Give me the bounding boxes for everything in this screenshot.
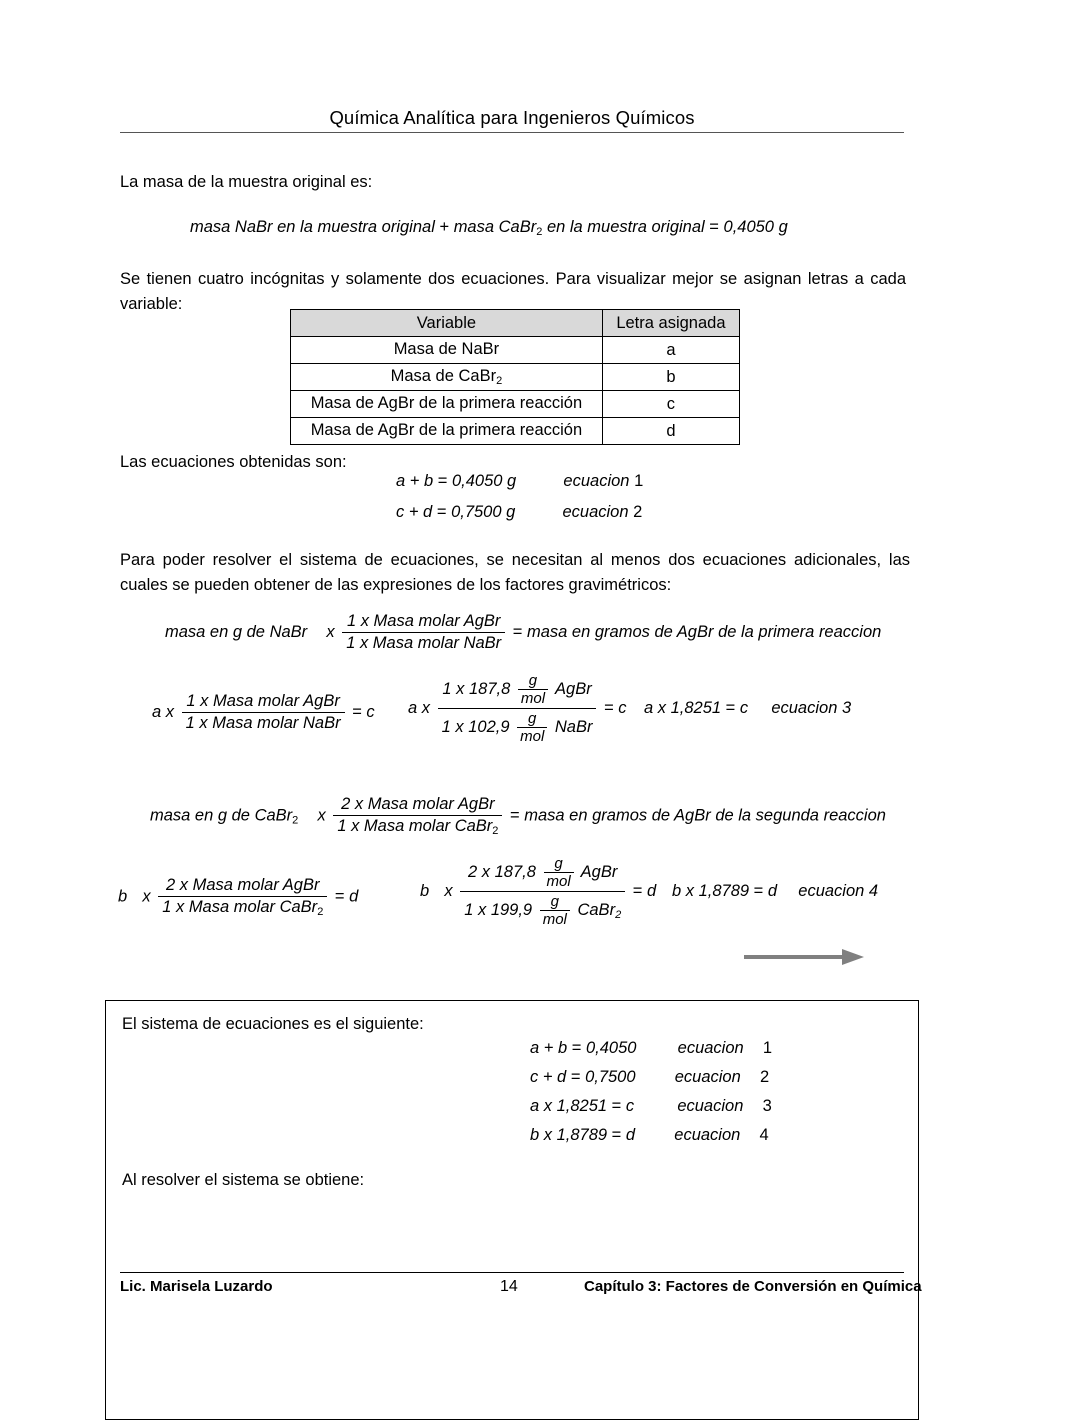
equation-4-final-expression: b x 1,8789	[672, 882, 750, 900]
equation-3-numeric-den-coeff: 1 x 102,9	[441, 717, 510, 736]
equation-4-numeric-den-coeff: 1 x 199,9	[464, 900, 533, 919]
gravimetric-nabr-numerator: 1 x Masa molar AgBr	[346, 612, 501, 630]
header-title: Química Analítica para Ingenieros Químicos	[329, 107, 695, 128]
mass-equation-term-b: masa CaBr	[453, 218, 537, 236]
system-equation-1	[530, 1039, 772, 1058]
gravimetric-cabr2-lead-subscript: 2	[292, 814, 299, 827]
equation-4-symbolic-denominator-text: 1 x Masa molar CaBr	[162, 898, 318, 916]
table-row	[291, 391, 740, 418]
equation-2-number: 2	[633, 503, 643, 521]
table-cell-variable-subscript: 2	[496, 375, 503, 387]
gravimetric-nabr-denominator: 1 x Masa molar NaBr	[342, 632, 505, 653]
equation-1-rhs: 0,4050 g	[452, 472, 517, 490]
footer-author: Lic. Marisela Luzardo	[120, 1278, 273, 1295]
system-equation-1-lhs: a + b	[530, 1039, 568, 1057]
equation-4-numeric-var: b	[420, 881, 430, 900]
equation-3-numeric-den-species: NaBr	[554, 717, 593, 736]
system-equation-3-lhs: a x 1,8251	[530, 1097, 608, 1115]
equation-3-symbolic-times: x	[165, 702, 175, 721]
equation-4-numeric-num-unit	[544, 855, 574, 890]
equation-4-symbolic	[118, 876, 358, 918]
equation-3-numeric-var: a	[408, 698, 418, 717]
equation-4-numeric-equals: =	[632, 881, 643, 900]
equation-2-equals: =	[436, 503, 447, 521]
mass-equation-term-b-tail: en la muestra original	[546, 218, 705, 236]
gravimetric-cabr2-lead: masa en g de CaBr	[150, 806, 293, 825]
equation-3-numeric	[408, 672, 627, 745]
equation-3-numeric-den-unit-top: g	[528, 710, 537, 727]
gravimetric-cabr2-times: x	[317, 806, 326, 825]
equation-3-numeric-den-unit-bottom: mol	[517, 727, 547, 745]
gravimetric-cabr2-result: masa en gramos de AgBr de la segunda reaccion	[524, 806, 886, 825]
gravimetric-nabr-times: x	[326, 622, 335, 641]
footer-chapter: Capítulo 3: Factores de Conversión en Química	[584, 1278, 922, 1295]
equation-4-numeric-num-coeff: 2 x 187,8	[468, 862, 536, 881]
equation-3-symbolic-result: c	[366, 702, 375, 721]
equation-3-numeric-equals: =	[604, 698, 614, 717]
equation-3-numeric-result: c	[618, 698, 627, 717]
equation-3-numeric-denominator	[438, 708, 597, 745]
table-cell-letter: c	[602, 391, 739, 418]
table-cell-variable-text: Masa de AgBr de la primera reacción	[310, 421, 583, 439]
table-row	[291, 418, 740, 445]
gravimetric-cabr2-numerator: 2 x Masa molar AgBr	[341, 795, 495, 813]
equation-2-label: ecuacion	[562, 503, 629, 521]
equation-3-final-expression: a x 1,8251	[644, 699, 722, 717]
equation-3-numeric-fraction	[438, 672, 597, 745]
table-cell-letter: d	[602, 418, 739, 445]
footer-page-number: 14	[500, 1278, 518, 1295]
equation-4-final-label: ecuacion 4	[798, 882, 879, 900]
equation-2-rhs: 0,7500 g	[451, 503, 516, 521]
equation-3-numeric-num-unit	[518, 672, 548, 707]
table-cell-variable-text: Masa de CaBr	[390, 367, 497, 385]
equation-4-numeric-times: x	[444, 881, 453, 900]
equation-3-symbolic-equals: =	[352, 702, 362, 721]
system-equation-4-label: ecuacion	[674, 1126, 741, 1144]
equation-3-symbolic-denominator: 1 x Masa molar NaBr	[182, 712, 345, 733]
equation-4-numeric-den-unit-bottom: mol	[540, 910, 570, 928]
mass-equation	[190, 218, 788, 238]
table-cell-variable-text: Masa de NaBr	[393, 340, 500, 358]
equation-4-symbolic-denominator	[158, 896, 327, 918]
equation-1	[396, 472, 643, 491]
mass-equation-value: 0,4050 g	[723, 218, 788, 236]
system-equation-2-equals: =	[570, 1068, 581, 1086]
system-equation-4-number: 4	[759, 1126, 769, 1144]
equation-1-equals: =	[437, 472, 448, 490]
equation-4-numeric-den-species-subscript: 2	[615, 908, 622, 921]
system-equation-4-rhs: d	[625, 1126, 636, 1144]
gravimetric-nabr-lead: masa en g de NaBr	[165, 622, 308, 641]
gravimetric-factor-nabr	[165, 612, 881, 653]
system-box-intro: El sistema de ecuaciones es el siguiente:	[122, 1015, 424, 1033]
system-equation-2-label: ecuacion	[674, 1068, 741, 1086]
equation-2-lhs: c + d	[396, 503, 433, 521]
system-equation-3	[530, 1097, 772, 1116]
intro-line: La masa de la muestra original es:	[120, 173, 373, 191]
equation-4-final	[672, 882, 878, 901]
system-equation-1-equals: =	[571, 1039, 582, 1057]
equation-4-symbolic-result: d	[349, 887, 359, 906]
gravimetric-cabr2-denominator-subscript: 2	[492, 825, 499, 837]
equation-3-symbolic-numerator: 1 x Masa molar AgBr	[186, 692, 340, 710]
equation-4-final-equals: =	[753, 882, 764, 900]
right-arrow-icon	[744, 946, 866, 973]
equation-4-symbolic-times: x	[142, 887, 151, 906]
equation-4-numeric-num-unit-bottom: mol	[544, 872, 574, 890]
equation-3-numeric-num-species: AgBr	[555, 679, 592, 698]
system-equation-3-rhs: c	[625, 1097, 635, 1115]
system-equation-2-lhs: c + d	[530, 1068, 567, 1086]
page-header	[120, 106, 904, 133]
equation-3-final	[644, 699, 851, 718]
table-cell-variable	[291, 337, 603, 364]
equation-2	[396, 503, 642, 522]
variable-letter-table	[290, 309, 740, 445]
mass-equation-term-b-subscript: 2	[536, 226, 543, 238]
equation-3-final-result: c	[739, 699, 749, 717]
equation-4-numeric-den-unit-top: g	[550, 893, 559, 910]
table-cell-variable	[291, 391, 603, 418]
equation-4-numeric-den-unit	[540, 893, 570, 928]
system-equation-2-rhs: 0,7500	[585, 1068, 636, 1086]
gravimetric-nabr-fraction	[342, 612, 505, 653]
table-header-row	[291, 310, 740, 337]
unknowns-paragraph: Se tienen cuatro incógnitas y solamente dos ecuaciones. Para visualizar mejor se asignan letras a cada variable:	[120, 270, 906, 313]
equation-3-numeric-num-unit-top: g	[528, 672, 538, 689]
equation-4-symbolic-fraction	[158, 876, 327, 918]
system-box-outro: Al resolver el sistema se obtiene:	[122, 1171, 365, 1189]
table-row	[291, 337, 740, 364]
equation-4-numeric-num-unit-top: g	[554, 855, 563, 872]
mass-equation-plus: +	[439, 218, 450, 236]
system-of-equations-box	[105, 1000, 919, 1420]
system-equation-3-label: ecuacion	[677, 1097, 744, 1115]
need-more-equations-paragraph: Para poder resolver el sistema de ecuaciones, se necesitan al menos dos ecuaciones adicionales, las cuales se pueden obtener de las expresiones de los factores gravimétricos:	[120, 551, 910, 594]
system-equation-1-rhs: 0,4050	[586, 1039, 637, 1057]
table-header-variable: Variable	[291, 310, 603, 337]
equation-4-symbolic-var: b	[118, 887, 128, 906]
equation-1-label: ecuacion	[563, 472, 630, 490]
system-equation-4-lhs: b x 1,8789	[530, 1126, 608, 1144]
system-equation-4	[530, 1126, 769, 1145]
mass-equation-equals: =	[709, 218, 719, 236]
gravimetric-cabr2-equals: =	[510, 806, 520, 825]
header-rule	[120, 132, 904, 133]
equation-1-lhs: a + b	[396, 472, 434, 490]
gravimetric-cabr2-fraction	[333, 795, 502, 837]
equations-intro: Las ecuaciones obtenidas son:	[120, 453, 347, 471]
gravimetric-nabr-result: masa en gramos de AgBr de la primera reaccion	[527, 622, 882, 641]
table-header-letter: Letra asignada	[602, 310, 739, 337]
equation-4-final-result: d	[767, 882, 778, 900]
table-cell-letter: a	[602, 337, 739, 364]
mass-equation-term-a: masa NaBr en la muestra original	[190, 218, 435, 236]
equation-4-numeric-numerator	[460, 855, 625, 891]
equation-4-symbolic-numerator: 2 x Masa molar AgBr	[166, 876, 320, 894]
system-equation-3-number: 3	[762, 1097, 772, 1115]
gravimetric-nabr-equals: =	[512, 622, 523, 641]
equation-3-symbolic-fraction	[182, 692, 345, 733]
equation-3-numeric-den-unit	[517, 710, 547, 745]
equation-4-symbolic-denominator-subscript: 2	[317, 906, 324, 918]
gravimetric-factor-cabr2	[150, 795, 886, 837]
equation-4-numeric-denominator	[460, 891, 625, 928]
equation-1-number: 1	[634, 472, 644, 490]
equation-3-numeric-numerator	[438, 672, 597, 708]
equation-4-numeric-result: d	[647, 881, 657, 900]
equation-4-symbolic-equals: =	[334, 887, 345, 906]
table-row	[291, 364, 740, 391]
equation-3-symbolic	[152, 692, 375, 733]
equation-4-numeric-den-species: CaBr	[577, 900, 616, 919]
gravimetric-cabr2-denominator	[333, 815, 502, 837]
equation-3-final-equals: =	[725, 699, 736, 717]
system-equation-1-label: ecuacion	[677, 1039, 744, 1057]
system-equation-4-equals: =	[611, 1126, 622, 1144]
table-cell-variable	[291, 418, 603, 445]
equation-4-numeric-fraction	[460, 855, 625, 928]
system-equation-2-number: 2	[759, 1068, 770, 1086]
equation-3-numeric-num-unit-bottom: mol	[518, 689, 548, 707]
footer-rule	[120, 1272, 904, 1273]
system-equation-3-equals: =	[611, 1097, 622, 1115]
equation-3-numeric-num-coeff: 1 x 187,8	[442, 679, 511, 698]
equation-3-final-label: ecuacion 3	[771, 699, 852, 717]
equation-3-symbolic-var: a	[152, 702, 162, 721]
system-equation-1-number: 1	[762, 1039, 773, 1057]
table-cell-variable	[291, 364, 603, 391]
equation-3-numeric-times: x	[421, 698, 431, 717]
gravimetric-cabr2-denominator-text: 1 x Masa molar CaBr	[337, 817, 493, 835]
equation-4-numeric	[420, 855, 656, 928]
equation-4-numeric-num-species: AgBr	[580, 862, 618, 881]
table-cell-variable-text: Masa de AgBr de la primera reacción	[310, 394, 583, 412]
table-cell-letter: b	[602, 364, 739, 391]
system-equation-2	[530, 1068, 769, 1087]
